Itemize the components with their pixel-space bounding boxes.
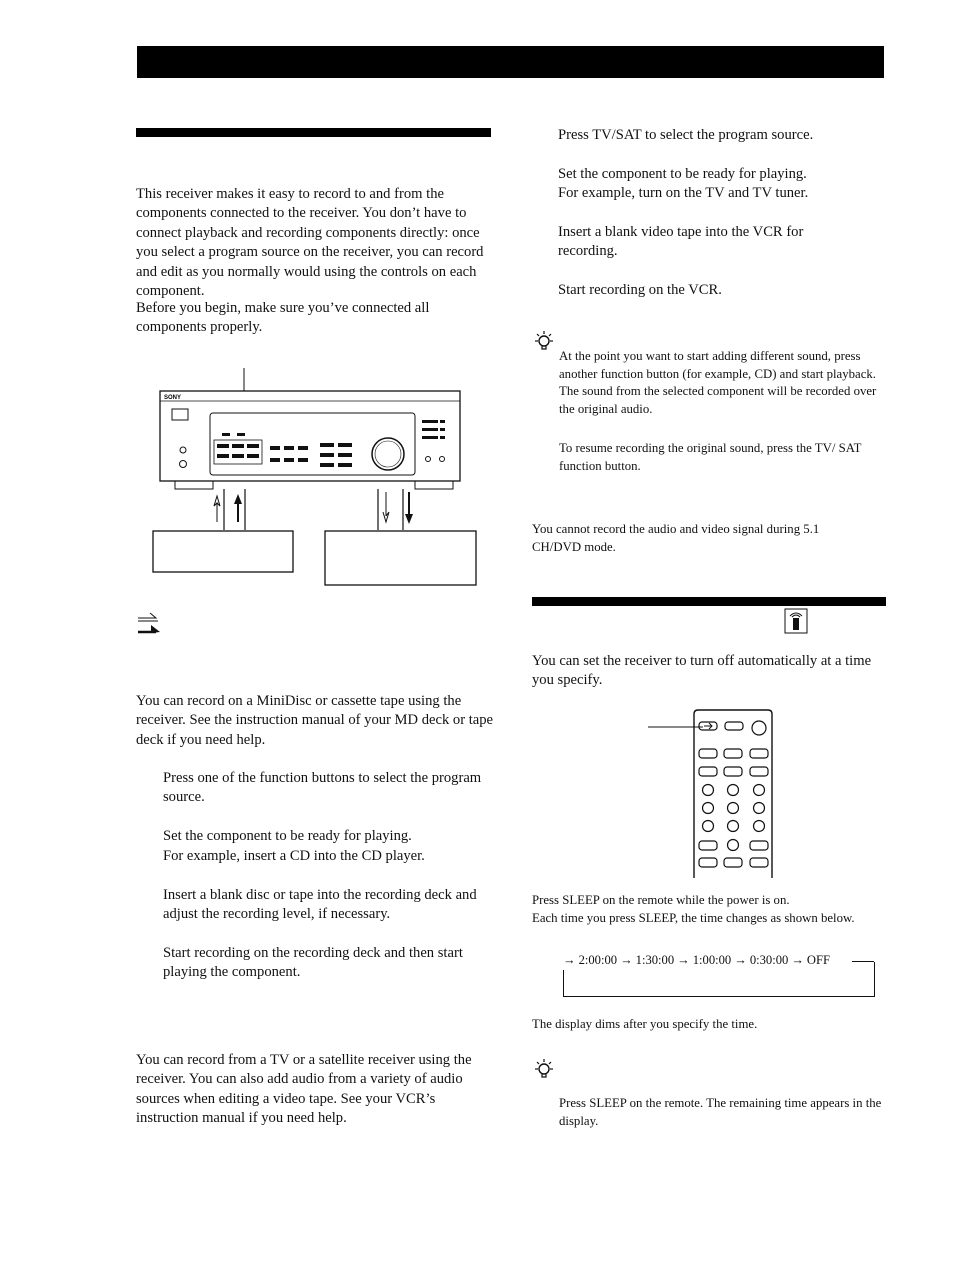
tip1-text-a: At the point you want to start adding different sound, press another function button (for example, CD) and start playback. The sound from the selected component will be recorded over the original audio. xyxy=(559,349,877,416)
receiver-logo: SONY xyxy=(164,395,182,401)
sleep-intro-text: You can set the receiver to turn off automatically at a time you specify. xyxy=(532,653,872,689)
tip2-text: Press SLEEP on the remote. The remaining time appears in the display. xyxy=(559,1096,882,1128)
lightbulb-tip-icon-2 xyxy=(533,1058,555,1080)
sleep-step-2: Each time you press SLEEP, the time changes as shown below. xyxy=(532,911,855,925)
display-note: The display dims after you specify the time. xyxy=(532,1017,758,1031)
remote-diagram xyxy=(648,708,778,878)
md-step-1: Press one of the function buttons to select the program source. xyxy=(163,770,482,806)
lightbulb-tip-icon xyxy=(533,330,555,352)
tv-intro-text: You can record from a TV or a satellite receiver using the receiver. You can also add audio from a variety of audio sources when editing a video tape. See your VCR’s instruction manual if you need help. xyxy=(136,1052,472,1127)
sleep-time-4: 0:30:00 xyxy=(749,953,789,968)
remote-control-icon xyxy=(784,608,808,634)
section-rule-right xyxy=(532,597,886,606)
tip1-text-b: To resume recording the original sound, press the TV/ SAT function button. xyxy=(559,441,862,473)
sleep-cycle-diagram: → 2:00:00 → 1:30:00 → 1:00:00 → 0:30:00 → OFF xyxy=(563,952,875,998)
sleep-time-1: 2:00:00 xyxy=(578,953,618,968)
sleep-step-1: Press SLEEP on the remote while the power is on. xyxy=(532,893,790,907)
tv-step-1: Press TV/SAT to select the program source. xyxy=(558,127,814,143)
md-step-3: Insert a blank disc or tape into the recording deck and adjust the recording level, if necessary. xyxy=(163,887,477,923)
tv-step-2-example: For example, turn on the TV and TV tuner. xyxy=(558,185,809,201)
intro-text: This receiver makes it easy to record to and from the components connected to the receiver. You don’t have to connect playback and recording components directly: once you select a program source on the receiver, you can record and edit as you normally would using the controls on each component. xyxy=(136,186,484,300)
tv-step-2: Set the component to be ready for playing. xyxy=(558,166,807,182)
tv-step-3: Insert a blank video tape into the VCR for recording. xyxy=(558,224,804,260)
sleep-time-3: 1:00:00 xyxy=(692,953,732,968)
tv-step-4: Start recording on the VCR. xyxy=(558,282,722,298)
sleep-time-2: 1:30:00 xyxy=(635,953,675,968)
md-step-2: Set the component to be ready for playing. xyxy=(163,828,412,844)
md-step-2-example: For example, insert a CD into the CD player. xyxy=(163,848,425,864)
intro-text-2: Before you begin, make sure you’ve connected all components properly. xyxy=(136,300,430,336)
md-step-4: Start recording on the recording deck and then start playing the component. xyxy=(163,945,463,981)
signal-flow-arrow-icon xyxy=(136,611,162,637)
header-bar xyxy=(137,46,884,78)
note-text: You cannot record the audio and video signal during 5.1 CH/DVD mode. xyxy=(532,522,820,554)
section-rule-left xyxy=(136,128,491,137)
md-intro-text: You can record on a MiniDisc or cassette tape using the receiver. See the instruction manual of your MD deck or tape deck if you need help. xyxy=(136,693,494,748)
sleep-time-off: OFF xyxy=(806,953,831,968)
receiver-diagram xyxy=(150,368,480,590)
